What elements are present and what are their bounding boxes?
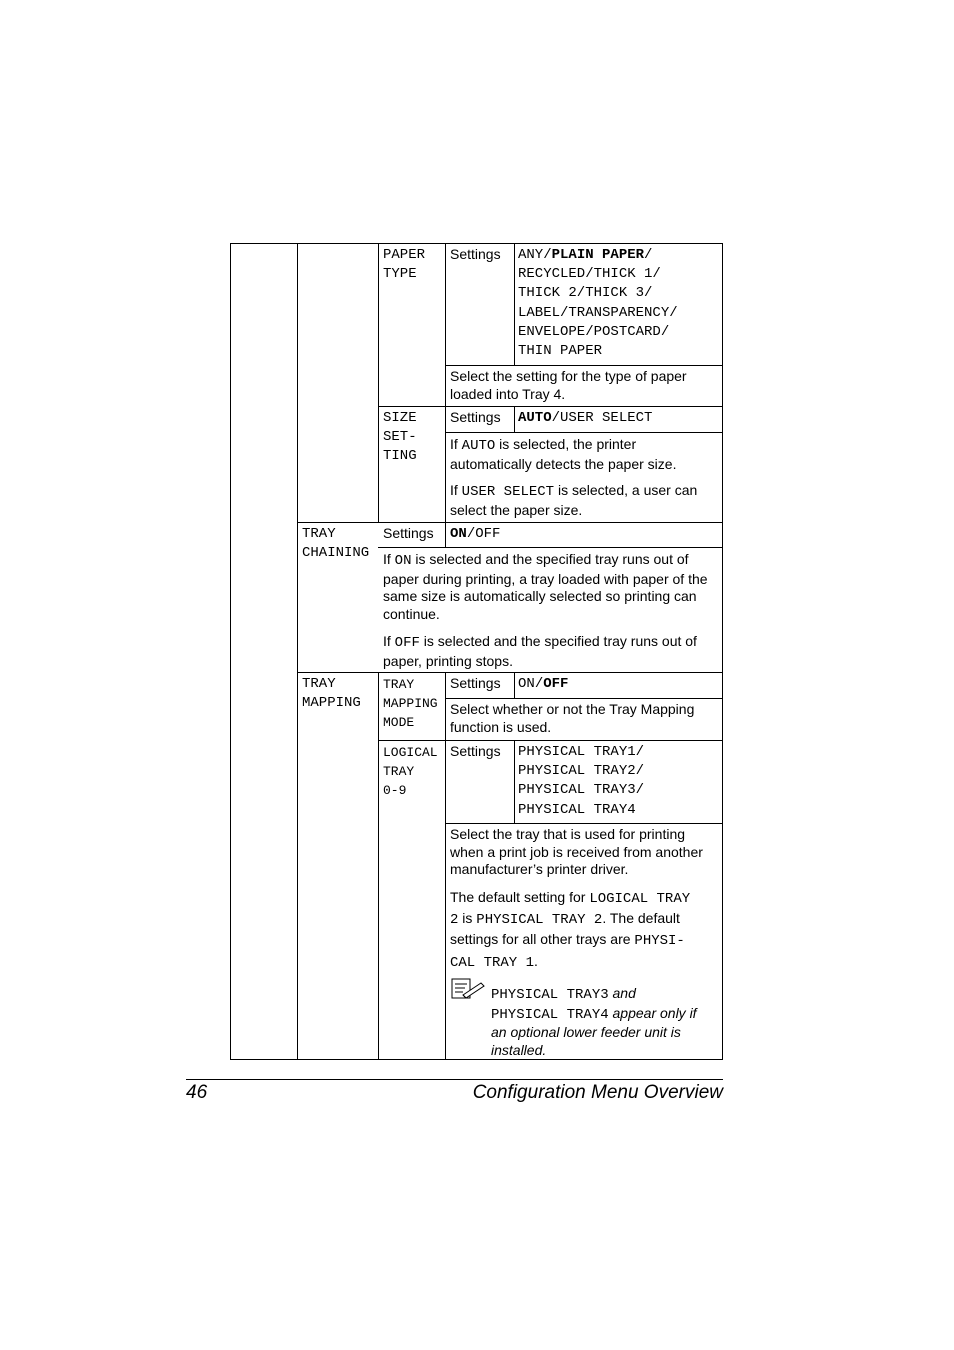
size-setting-label: SIZE SET- TING <box>383 410 417 465</box>
tray-chaining-on-description: If ON is selected and the specified tray runs out of paper during printing, a tray loaded with paper of the same size is automatically selected so printing can continue. <box>383 551 708 622</box>
tray-mapping-mode-options: ON/OFF <box>518 676 569 692</box>
tray-mapping-mode-description: Select whether or not the Tray Mapping function is used. <box>450 701 695 735</box>
logical-tray-options: PHYSICAL TRAY1/ PHYSICAL TRAY2/ PHYSICAL TRAY3/ PHYSICAL TRAY4 <box>518 744 645 818</box>
default-value: OFF <box>543 676 569 692</box>
size-setting-user-description: If USER SELECT is selected, a user can select the paper size. <box>450 482 698 518</box>
table-border-bottom <box>230 1059 723 1060</box>
paper-type-description: Select the setting for the type of paper loaded into Tray 4. <box>450 368 687 402</box>
row-divider <box>378 740 723 741</box>
tray-mapping-mode-label: TRAY MAPPING MODE <box>383 677 438 731</box>
logical-tray-description: Select the tray that is used for printing when a print job is received from another manufacturer’s printer driver. <box>450 826 703 877</box>
column-divider <box>514 672 515 699</box>
column-divider <box>297 243 298 1060</box>
default-value: PLAIN PAPER <box>551 247 645 263</box>
paper-type-options: ANY/PLAIN PAPER/ RECYCLED/THICK 1/ THICK 2/THICK 3/ LABEL/TRANSPARENCY/ ENVELOPE/POSTCARD/ THIN PAPER <box>518 247 678 360</box>
tray-chaining-label: TRAY CHAINING <box>302 526 370 562</box>
column-divider <box>378 672 379 1060</box>
column-divider <box>514 740 515 824</box>
row-divider <box>378 406 723 407</box>
settings-label: Settings <box>383 525 434 541</box>
page-number: 46 <box>186 1082 208 1103</box>
table-border-top <box>230 243 723 244</box>
column-divider <box>378 243 379 523</box>
tray-chaining-off-description: If OFF is selected and the specified tray runs out of paper, printing stops. <box>383 633 697 669</box>
logical-tray-label: LOGICAL TRAY 0-9 <box>383 745 438 799</box>
column-divider <box>514 243 515 366</box>
row-divider <box>297 672 723 673</box>
column-divider <box>445 672 446 1060</box>
footer-rule <box>186 1079 723 1080</box>
row-divider <box>445 698 723 699</box>
note-pencil-icon <box>451 978 485 1000</box>
logical-tray-default-description: The default setting for LOGICAL TRAY 2 is PHYSICAL TRAY 2. The default settings for all other trays are PHYSI- CAL TRAY 1. <box>450 889 691 971</box>
column-divider <box>514 406 515 433</box>
row-divider <box>445 823 723 824</box>
row-divider <box>378 547 723 548</box>
row-divider <box>445 365 723 366</box>
column-divider <box>445 522 446 548</box>
row-divider <box>297 522 723 523</box>
settings-label: Settings <box>450 409 501 425</box>
optional-tray-note: PHYSICAL TRAY3 and PHYSICAL TRAY4 appear only if an optional lower feeder unit is installed. <box>491 985 697 1058</box>
default-value: ON <box>450 526 467 542</box>
row-divider <box>445 432 723 433</box>
paper-type-label: PAPER TYPE <box>383 247 426 283</box>
table-border-left <box>230 243 231 1060</box>
size-setting-options: AUTO/USER SELECT <box>518 410 653 426</box>
tray-chaining-options: ON/OFF <box>450 526 501 542</box>
settings-label: Settings <box>450 675 501 691</box>
chapter-title: Configuration Menu Overview <box>472 1082 723 1103</box>
settings-label: Settings <box>450 246 501 262</box>
column-divider <box>445 243 446 523</box>
size-setting-auto-description: If AUTO is selected, the printer automatically detects the paper size. <box>450 436 677 472</box>
tray-mapping-label: TRAY MAPPING <box>302 676 361 712</box>
settings-label: Settings <box>450 743 501 759</box>
default-value: AUTO <box>518 410 552 426</box>
